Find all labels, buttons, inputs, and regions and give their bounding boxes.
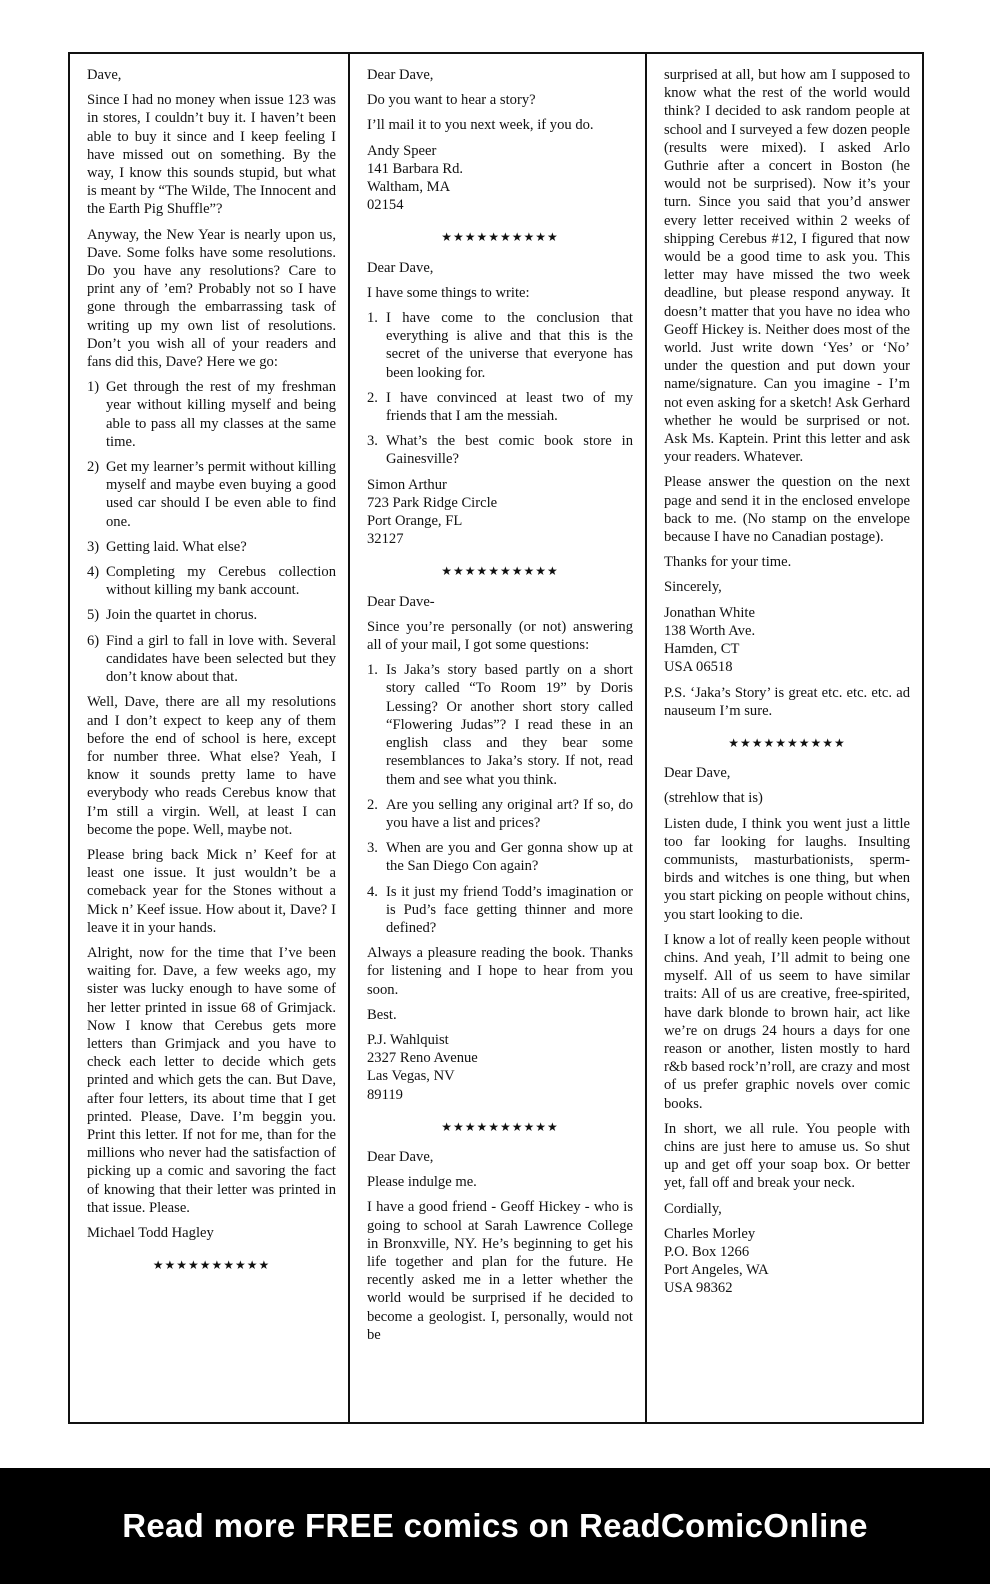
- address-line: Las Vegas, NV: [367, 1068, 455, 1085]
- list-item-text: What’s the best comic book store in Gainesville?: [386, 433, 633, 468]
- sender-address: [664, 1225, 910, 1298]
- list-item-number: 1.: [367, 310, 378, 327]
- list-item-text: When are you and Ger gonna show up at the San Diego Con again?: [386, 840, 633, 875]
- letter-paragraph: Please answer the question on the next page and send it in the enclosed envelope back to me. (No stamp on the envelope because I have no Canadian postage).: [664, 474, 910, 546]
- list-item: [87, 632, 336, 687]
- address-line: Simon Arthur: [367, 476, 447, 493]
- list-item-number: 2.: [367, 796, 378, 813]
- promo-banner-text: Read more FREE comics on ReadComicOnline: [122, 1507, 868, 1544]
- list-item-number: 1.: [367, 662, 378, 679]
- list-item-text: Are you selling any original art? If so, do you have a list and prices?: [386, 796, 633, 831]
- list-item: [367, 883, 633, 938]
- letter-greeting: Dave,: [87, 67, 122, 83]
- letters-column-3: [647, 54, 922, 1422]
- letter-paragraph: Always a pleasure reading the book. Thanks for listening and I hope to hear from you soon.: [367, 945, 633, 998]
- list-item-number: 4): [87, 564, 100, 581]
- letter-paragraph: Do you want to hear a story?: [367, 92, 536, 109]
- postscript: P.S. ‘Jaka’s Story’ is great etc. etc. etc. ad nauseum I’m sure.: [664, 684, 910, 719]
- list-item-text: Join the quartet in chorus.: [106, 607, 258, 624]
- address-line: USA 06518: [664, 659, 733, 676]
- address-line: Hamden, CT: [664, 641, 740, 658]
- address-line: 138 Worth Ave.: [664, 622, 756, 639]
- list-item-number: 3.: [367, 433, 378, 450]
- letter-closing: Cordially,: [664, 1200, 722, 1217]
- list-item: [87, 458, 336, 531]
- sender-address: [367, 476, 633, 549]
- questions-list: [367, 661, 633, 937]
- letter-paragraph: I know a lot of really keen people without chins. And yeah, I’ll admit to being one myself. All of us seem to have similar traits: All of us are creative, free-spirited, have dark blonde to brown hair, act like we’re on drugs 24 hours a days for one reason or another, listen mostly to hard r&b based rock’n’roll, are crazy and most of us prefer graphic novels over comic books.: [664, 931, 910, 1112]
- list-item: [367, 839, 633, 875]
- resolutions-list: [87, 378, 336, 686]
- letter-greeting: Dear Dave,: [664, 765, 731, 782]
- letter-paragraph: Since I had no money when issue 123 was in stores, I couldn’t buy it. I haven’t been able to buy it since and I keep feeling I have missed out on something. By the way, I know this sounds stupid, but what is meant by “The Wilde, The Innocent and the Earth Pig Shuffle”?: [87, 92, 336, 218]
- letter-paragraph: Since you’re personally (or not) answering all of your mail, I got some questions:: [367, 618, 633, 654]
- letter-paragraph: In short, we all rule. You people with chins are just here to amuse us. So shut up and get off your soap box. Or better yet, fall off and break your neck.: [664, 1120, 910, 1192]
- star-divider: ★★★★★★★★★★: [728, 735, 846, 750]
- address-line: Charles Morley: [664, 1225, 756, 1242]
- address-line: Waltham, MA: [367, 179, 451, 196]
- address-line: 723 Park Ridge Circle: [367, 494, 498, 511]
- letter-paragraph: Please indulge me.: [367, 1174, 477, 1191]
- list-item: [367, 389, 633, 425]
- star-divider: ★★★★★★★★★★: [441, 230, 559, 245]
- list-item: [87, 378, 336, 451]
- address-line: Port Angeles, WA: [664, 1262, 769, 1279]
- list-item-text: Is Jaka’s story based partly on a short story called “To Room 19” by Doris Lessing? Or another short story called “Flowering Judas”? I read these in an english class and they bear some resemblances to Jaka’s story. If not, read them and see what you think.: [386, 662, 633, 788]
- letter-aside: (strehlow that is): [664, 790, 763, 807]
- letter-paragraph: Thanks for your time.: [664, 554, 792, 571]
- list-item: [87, 538, 336, 556]
- address-line: Jonathan White: [664, 604, 755, 621]
- sender-address: [367, 142, 633, 215]
- star-divider: ★★★★★★★★★★: [152, 1258, 271, 1273]
- list-item: [367, 796, 633, 832]
- letters-column-2: [350, 54, 647, 1422]
- letter-paragraph: I’ll mail it to you next week, if you do.: [367, 117, 594, 134]
- list-item-text: Find a girl to fall in love with. Several candidates have been selected but they don’t know about that.: [106, 632, 336, 686]
- letter-greeting: Dear Dave,: [367, 1148, 434, 1165]
- list-item-text: I have convinced at least two of my friends that I am the messiah.: [386, 389, 633, 425]
- list-item-text: Completing my Cerebus collection without killing my bank account.: [106, 564, 336, 599]
- numbered-list: [367, 309, 633, 469]
- list-item: [367, 661, 633, 788]
- address-line: 2327 Reno Avenue: [367, 1050, 478, 1067]
- letter-paragraph: Please bring back Mick n’ Keef for at least one issue. It just wouldn’t be a comeback year for the Stones without a Mick n’ Keef issue. How about it, Dave? I leave it in your hands.: [87, 846, 336, 936]
- list-item-number: 4.: [367, 883, 378, 900]
- list-item-text: Get my learner’s permit without killing myself and maybe even buying a good used car should I be even able to find one.: [106, 459, 336, 530]
- address-line: 02154: [367, 197, 404, 214]
- letter-signature: Michael Todd Hagley: [87, 1224, 214, 1241]
- list-item: [87, 563, 336, 599]
- list-item-number: 3): [87, 538, 100, 555]
- letter-closing: Sincerely,: [664, 579, 722, 596]
- list-item-number: 2.: [367, 389, 378, 406]
- address-line: P.J. Wahlquist: [367, 1031, 449, 1048]
- star-divider: ★★★★★★★★★★: [441, 1119, 559, 1134]
- list-item-text: Getting laid. What else?: [106, 538, 247, 555]
- list-item-number: 1): [87, 379, 100, 396]
- address-line: 32127: [367, 531, 404, 548]
- address-line: 89119: [367, 1086, 403, 1103]
- list-item: [87, 606, 336, 624]
- address-line: Andy Speer: [367, 142, 437, 159]
- letter-paragraph: I have some things to write:: [367, 284, 530, 301]
- letter-greeting: Dear Dave,: [367, 67, 434, 83]
- list-item-number: 5): [87, 607, 100, 624]
- address-line: P.O. Box 1266: [664, 1243, 750, 1260]
- address-line: USA 98362: [664, 1280, 733, 1297]
- list-item-number: 2): [87, 459, 100, 476]
- list-item: [367, 432, 633, 468]
- letters-page: [68, 52, 924, 1424]
- letter-paragraph: I have a good friend - Geoff Hickey - who is going to school at Sarah Lawrence College in Bronxville, NY. He’s beginning to get his life together and plan for the future. He recently asked me in a letter whether the world would be surprised if he decided to become a geologist. I, personally, would not be: [367, 1199, 633, 1343]
- address-line: Port Orange, FL: [367, 513, 463, 530]
- sender-address: [367, 1031, 633, 1104]
- letter-paragraph: Well, Dave, there are all my resolutions and I don’t expect to keep any of them before the end of school is here, except for number three. What else? Yeah, I know it sounds pretty lame to have everybody who reads Cerebus know that I’m still a virgin. Well, at least I can become the pope. Well, maybe not.: [87, 694, 336, 838]
- address-line: 141 Barbara Rd.: [367, 160, 464, 177]
- list-item-text: Is it just my friend Todd’s imagination or is Pud’s face getting thinner and more defined?: [386, 883, 633, 936]
- sender-address: [664, 604, 910, 677]
- list-item-number: 3.: [367, 840, 378, 857]
- letter-paragraph: surprised at all, but how am I supposed to know what the rest of the world would think? I decided to ask random people at school and I surveyed a few dozen people (results were mixed). I asked Arlo Guthrie after a concert in Boston (he would not be surprised). Now it’s your turn. Since you said that you’d answer every letter received within 2 weeks of shipping Cerebus #12, I figured that now would be a good time to ask you. This letter may have missed the two week deadline, but please respond anyway. It doesn’t matter that you have no idea who Geoff Hickey is. Neither does most of the world. Just write down ‘Yes’ or ‘No’ under the question and put down your name/signature. Can you imagine - I’m not even asking for a sketch! Ask Gerhard whether he would be surprised or not. Ask Ms. Kaptein. Print this letter and ask your readers. Whatever.: [664, 67, 910, 466]
- letter-paragraph: Listen dude, I think you went just a little too far looking for laughs. Insulting communists, masturbationists, sperm-birds and witches is one thing, but when you start picking on people without chins, you start looking to die.: [664, 815, 910, 923]
- list-item-number: 6): [87, 632, 100, 649]
- promo-banner[interactable]: [0, 1468, 990, 1584]
- letter-paragraph: Anyway, the New Year is nearly upon us, Dave. Some folks have some resolutions. Do you have any resolutions? Care to print any of ’em? Probably not so I have gone through the embarrassing task of writing up my own list of resolutions. Don’t you wish all of your readers and fans did this, Dave? Here we go:: [87, 226, 336, 371]
- letter-greeting: Dear Dave-: [367, 593, 435, 610]
- list-item-text: Get through the rest of my freshman year without killing myself and being able to pass all my classes at the same time.: [106, 379, 336, 450]
- letter-closing: Best.: [367, 1006, 397, 1023]
- letter-paragraph: Alright, now for the time that I’ve been waiting for. Dave, a few weeks ago, my sister was lucky enough to have some of her letter printed in issue 68 of Grimjack. Now I know that Cerebus gets more letters than Grimjack and you have to check each letter to decide which gets printed and which gets the can. But Dave, after four letters, its about time that I get printed. Please, Dave. I’m beggin you. Print this letter. If not for me, than for the millions who never had the satisfaction of picking up a comic and savoring the fact of knowing that their letter was printed in that issue. Please.: [87, 944, 336, 1216]
- letter-greeting: Dear Dave,: [367, 259, 434, 276]
- list-item-text: I have come to the conclusion that everything is alive and that this is the secret of the universe that everyone has been looking for.: [386, 310, 633, 381]
- letters-column-1: [70, 54, 350, 1422]
- star-divider: ★★★★★★★★★★: [441, 564, 559, 579]
- list-item: [367, 309, 633, 382]
